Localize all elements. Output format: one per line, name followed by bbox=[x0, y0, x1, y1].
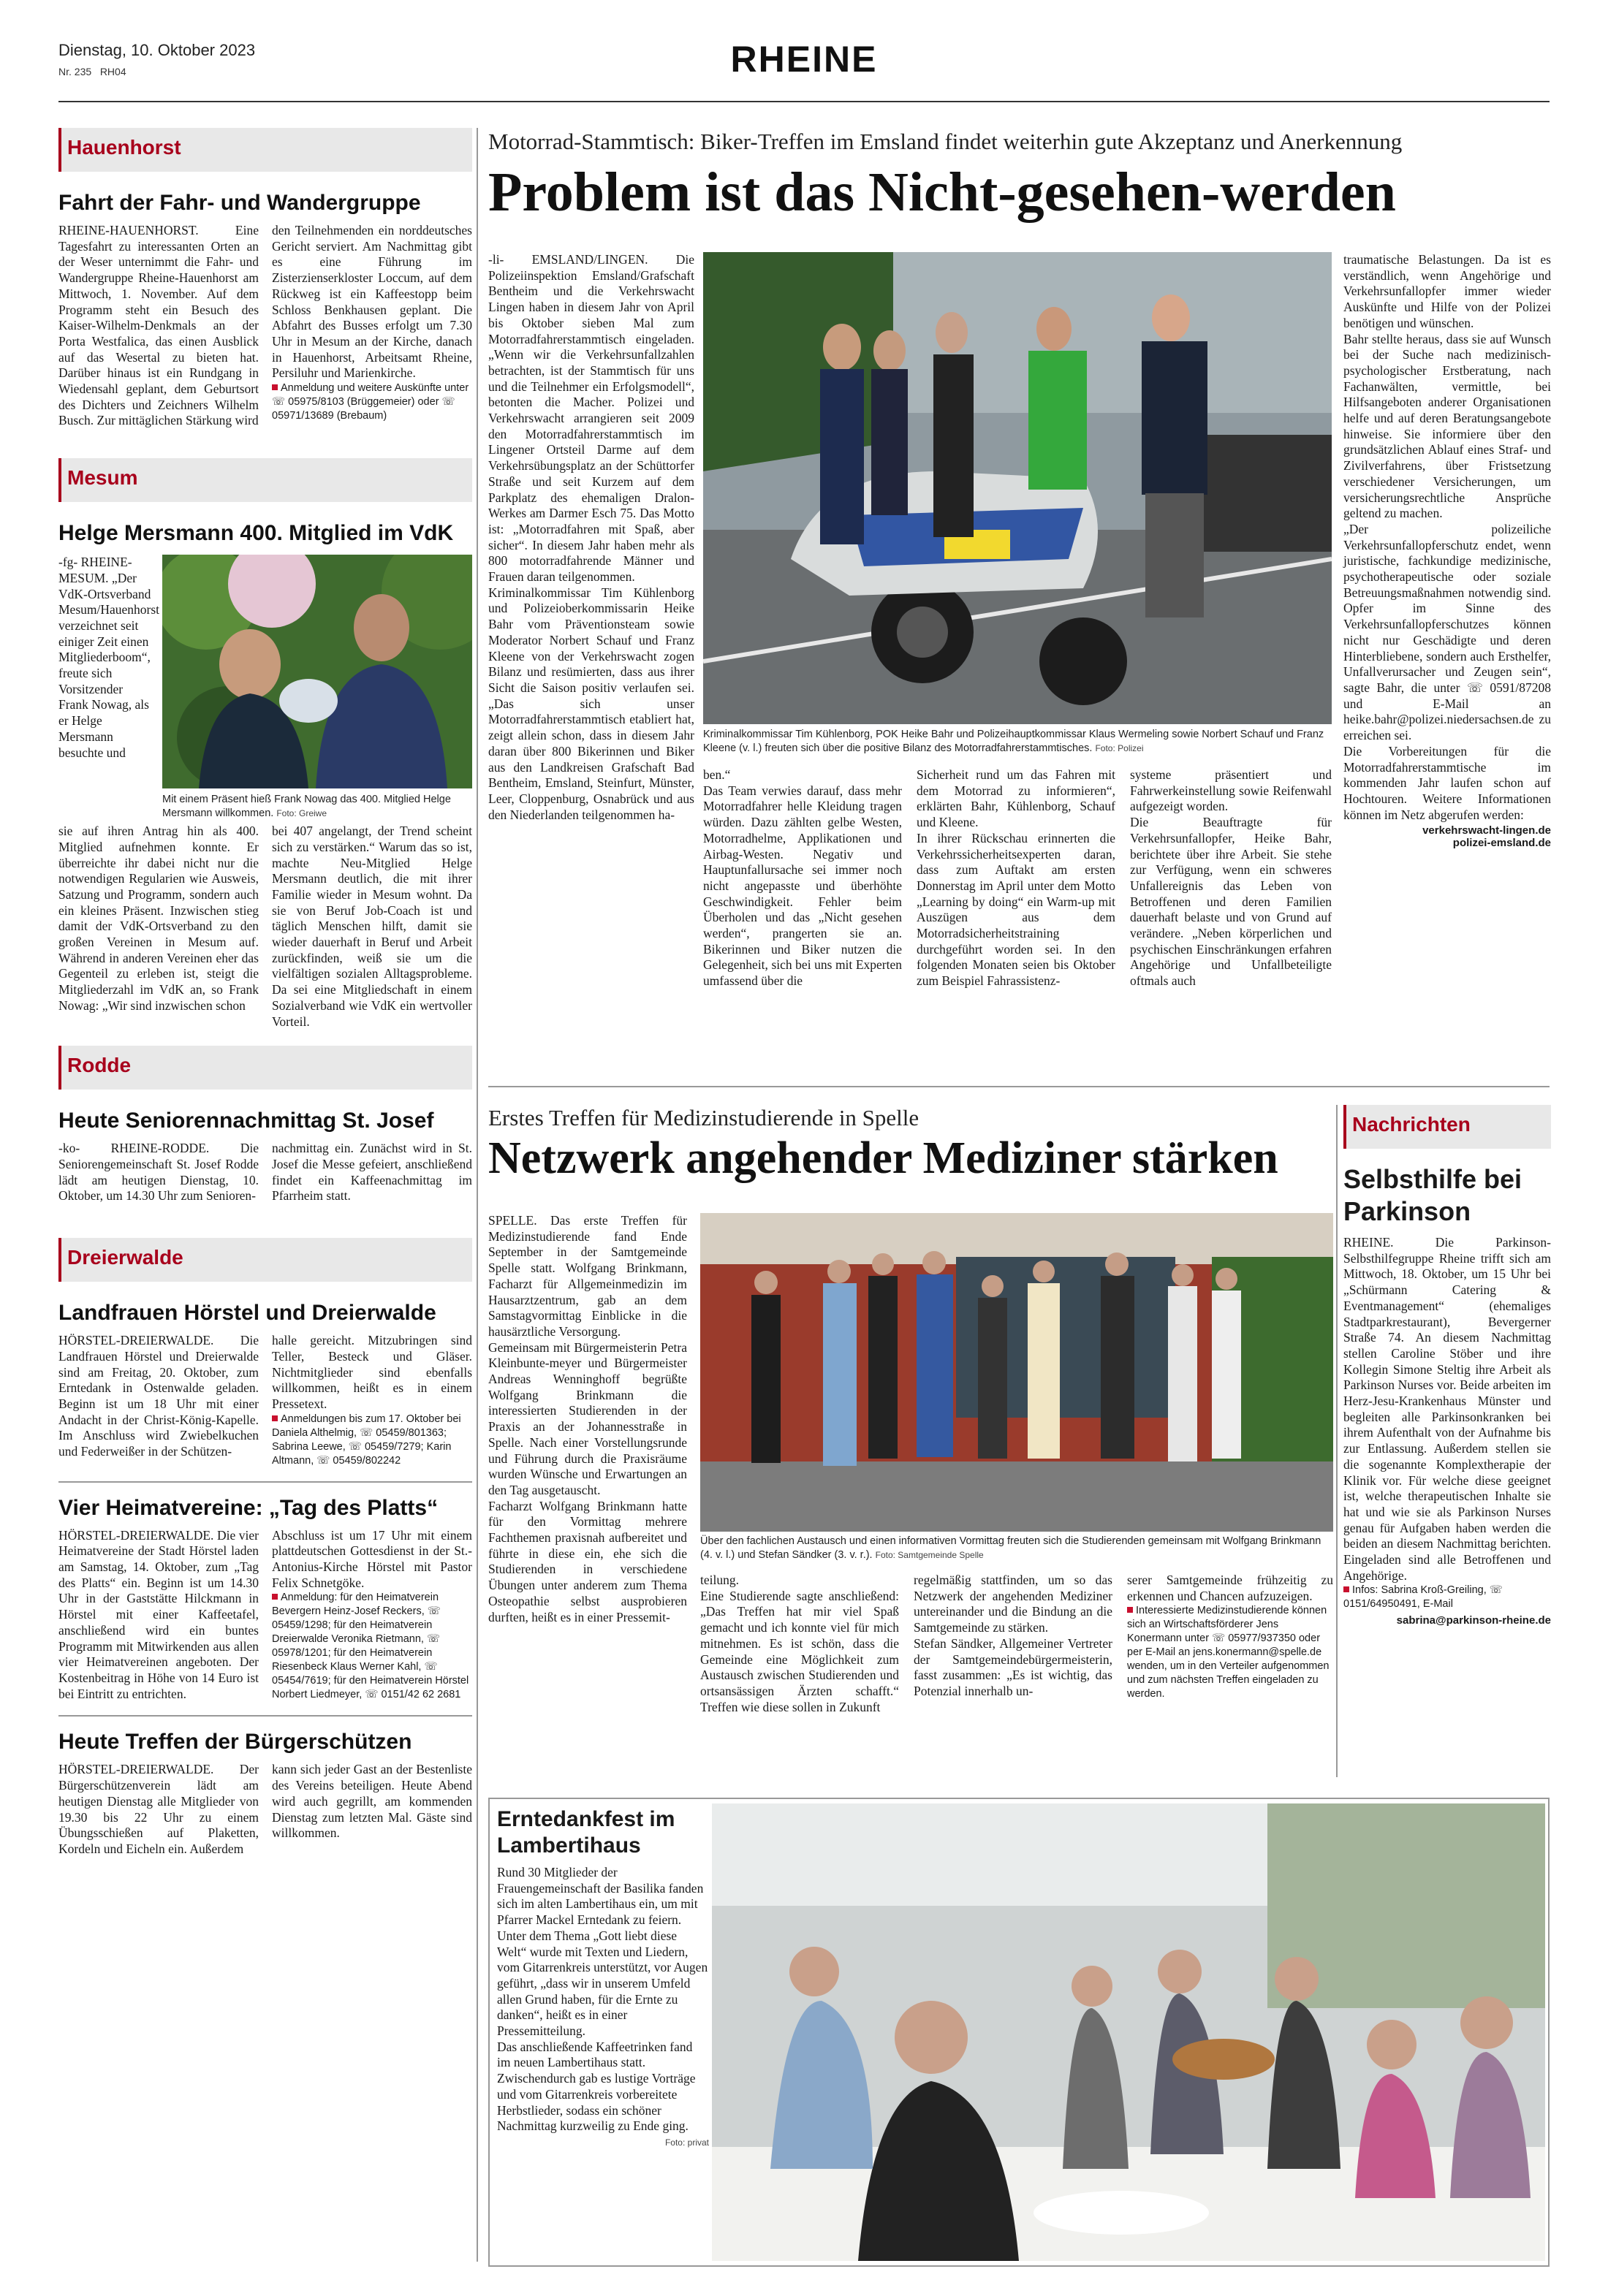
nachrichten-box bbox=[1343, 1105, 1551, 1627]
mesum-photo bbox=[162, 555, 472, 788]
medizin-col1: teilung. Eine Studierende sagte anschließend: „Das Treffen hat mir viel Spaß gemacht und ich konnte viel für mich mitnehmen. Es ist schön, dass die Gemeinde eine Möglichkeit zum Austausch zwischen Studierenden und ortsansässigen Ärzten schafft.“ Treffen wie diese sollen in Zukunft bbox=[700, 1573, 899, 1714]
medizin-col3-wrap bbox=[1127, 1573, 1333, 1701]
hauenhorst-col2: den Teilnehmenden ein norddeutsches Gericht serviert. Am Nachmittag gibt es eine Führung im Zisterzienserkloster Loccum, auf dem Rückweg ist ein Kaffeestopp beim Schloss Benkhausen geplant. Die Abfahrt des Busses erfolgt um 7.30 Uhr in Mesum an der Kirche, danach in Hauenhorst, Arbeitsamt Rheine, Persiluhr und Marienkirche. bbox=[272, 223, 472, 381]
divider bbox=[58, 1481, 472, 1483]
headline-rodde: Heute Seniorennachmittag St. Josef bbox=[58, 1109, 434, 1133]
medizin-col3: serer Samtgemeinde frühzeitig zu erkennen und Chancen aufzuzeigen. bbox=[1127, 1573, 1333, 1603]
bullet-icon bbox=[272, 384, 278, 390]
article-dreierwalde bbox=[58, 1333, 472, 1468]
main-col1-rest: Kriminalkommissar Tim Kühlenborg und Polizeioberkommissarin Heike Bahr vom Präventionsteam sowie Moderator Norbert Schauf und Franz Kleene von der Verkehrswacht zogen Bilanz und resümierten, dass aus ihrer Sicht die Saison positiv verlaufen sei. „Das sich unser Motorradfahrerstammtisch etabliert hat, zeigt allein schon, dass in diesem Jahr daran über 800 Bikerinnen und Biker aus den Landkreisen Grafschaft Bad Bentheim, Emsland, Steinfurt, Münster, Leer, Cloppenburg, Osnabrück und aus den Niederlanden teilgenommen ha- bbox=[488, 585, 694, 822]
link-verkehrswacht-text[interactable]: verkehrswacht-lingen.de bbox=[1422, 824, 1551, 837]
headline-schuetzen: Heute Treffen der Bürgerschützen bbox=[58, 1730, 412, 1755]
mesum-top bbox=[58, 555, 472, 821]
headline-dreierwalde: Landfrauen Hörstel und Dreierwalde bbox=[58, 1301, 436, 1326]
issue-code: RH04 bbox=[99, 66, 126, 77]
schuetzen-col1: HÖRSTEL-DREIERWALDE. Der Bürgerschützenverein lädt am heutigen Dienstag alle Mitglieder von 19.30 bis 22 Uhr zu einem Übungsschießen auf Plaketten, Kordeln und Eicheln ein. Außerdem bbox=[58, 1762, 259, 1856]
link-verkehrswacht[interactable] bbox=[1343, 824, 1551, 837]
headline-platt: Vier Heimatvereine: „Tag des Platts“ bbox=[58, 1495, 439, 1520]
medizin-photo-image bbox=[700, 1213, 1333, 1532]
platt-note-text: Anmeldung: für den Heimatverein Bevergern Heinz-Josef Reckers, ☏ 05459/1298; für den Heimatverein Dreierwalde Veronika Rietmann, ☏ 05978/1201; für den Heimatverein Riesenbeck Klaus Werner Kahl, ☏ 05454/7619; für den Heimatverein Hörstel Norbert Liedmeyer, ☏ 0151/42 62 2681 bbox=[272, 1592, 469, 1701]
bullet-icon bbox=[272, 1415, 278, 1421]
medizin-caption: Über den fachlichen Austausch und einen informativen Vormittag freuten sich die Studierenden gemeinsam mit Wolfgang Brinkmann (4. v. l.) und Stefan Sändker (3. v. r.). bbox=[700, 1535, 1321, 1561]
medizin-col0: SPELLE. Das erste Treffen für Medizinstudierende fand Ende September in der Samtgemeinde Spelle statt. Wolfgang Brinkmann, Facharzt für Allgemeinmedizin im Hausarztzentrum, gab an dem Samstagvormittag Einblicke in die hausärztliche Versorgung. Gemeinsam mit Bürgermeisterin Petra Kleinbunte-meyer und Bürgermeister Andreas Wenninghoff begrüßte Wolfgang Brinkmann die interessierten Studierenden in der Praxis an der Johannesstraße in Spelle. Nach einer Vorstellungsrunde und Führung durch die Praxisräume wurden Wünsche und Erwartungen an den Tag ausgetauscht. Facharzt Wolfgang Brinkmann hatte für den Vormittag mehrere Fachthemen praxisnah aufbereitet und führte in diese ein, ehe sich die Studierenden in verschiedene Übungen unter anderem zum Thema Osteopathie selbst ausprobieren durften, heißt es in einer Pressemit- bbox=[488, 1213, 687, 1624]
main-intro bbox=[488, 252, 694, 823]
main-intro-text: -li- EMSLAND/LINGEN. Die Polizeiinspektion Emsland/Grafschaft Bentheim und die Verkehrswacht Lingen haben in diesem Jahr von April bis Oktober sieben Mal zum Motorradfahrerstammtisch eingeladen. „Wenn wir die Verkehrsunfallzahlen betrachten, ist der Stammtisch für uns und die Teilnehmer ein Erfolgsmodell“, betonten die Macher. Polizei und Verkehrswacht arrangieren seit 2009 den Motorradfahrerstammtisch im Lingener Ortsteil Darme auf dem Verkehrsübungsplatz an der Schüttorfer Straße und seit Kurzem auf dem Parkplatz des ehemaligen Dralon-Werkes am Darmer Esch 75. Das Motto ist: „Motorradfahren mit Spaß, aber sicher“. In diesem Jahr haben mehr als 800 motorradfahrende Männer und Frauen daran teilgenommen. bbox=[488, 252, 694, 585]
ernte-text bbox=[497, 1806, 709, 2148]
link-polizei[interactable] bbox=[1343, 837, 1551, 849]
parkinson-email-text[interactable]: sabrina@parkinson-rheine.de bbox=[1396, 1614, 1551, 1627]
rodde-col1: -ko- RHEINE-RODDE. Die Seniorengemeinschaft St. Josef Rodde lädt am heutigen Dienstag, 10. Oktober, um 14.30 Uhr zum Senioren- bbox=[58, 1141, 259, 1204]
kicker-hauenhorst: Hauenhorst bbox=[58, 128, 472, 172]
medizin-kicker: Erstes Treffen für Medizinstudierende in Spelle bbox=[488, 1105, 919, 1130]
medizin-note bbox=[1127, 1604, 1333, 1701]
ernte-body: Rund 30 Mitglieder der Frauengemeinschaft der Basilika fanden sich im alten Lambertihaus ein, um mit Pfarrer Mackel Erntedank zu feiern. Unter dem Thema „Gott liebt diese Welt“ wurde mit Texten und Liedern, vom Gitarrenkreis unterstützt, vor Augen geführt, „dass wir in unserem Umfeld allen Grund haben, für die Ernte zu danken“, heißt es in einer Pressemitteilung. Das anschließende Kaffeetrinken fand im neuen Lambertihaus statt. Zwischendurch gab es lustige Vorträge und vom Gitarrenkreis vorbereitete Herbstlieder, sodass ein schöner Nachmittag kurzweilig zu Ende ging. bbox=[497, 1865, 708, 2134]
rodde-col2: nachmittag ein. Zunächst wird in St. Josef die Messe gefeiert, anschließend findet ein Kaffeenachmittag im Pfarrheim statt. bbox=[272, 1141, 472, 1204]
dreierwalde-col2-wrap bbox=[272, 1333, 472, 1468]
mesum-credit: Foto: Greiwe bbox=[276, 808, 327, 819]
kicker-mesum: Mesum bbox=[58, 458, 472, 502]
dreierwalde-note-text: Anmeldungen bis zum 17. Oktober bei Daniela Althelmig, ☏ 05459/801363; Sabrina Leewe, ☏ 05459/7279; Karin Altmann, ☏ 05459/802242 bbox=[272, 1413, 461, 1467]
medizin-note-text: Interessierte Medizinstudierende können sich an Wirtschaftsförderer Jens Konermann unter ☏ 05977/937350 oder per E-Mail an jens.konermann@spelle.de wenden, um in den Verteiler aufgenommen und zum nächsten Treffen eingeladen zu werden. bbox=[1127, 1605, 1330, 1700]
main-headline: Problem ist das Nicht-gesehen-werden bbox=[488, 161, 1396, 223]
link-polizei-text[interactable]: polizei-emsland.de bbox=[1452, 837, 1551, 850]
medizin-photo bbox=[700, 1213, 1333, 1532]
headline-hauenhorst: Fahrt der Fahr- und Wandergruppe bbox=[58, 191, 421, 215]
parkinson-note-text: Infos: Sabrina Kroß-Greiling, ☏ 0151/64950491, E-Mail bbox=[1343, 1584, 1503, 1611]
medizin-col2: regelmäßig stattfinden, um so das Netzwerk der angehenden Mediziner untereinander und die Bindung an die Samtgemeinde zu stärken. Stefan Sändker, Allgemeiner Vertreter der Samtgemeindebürgermeisterin, fasst zusammen: „Es ist wichtig, das Potenzial innerhalb un- bbox=[914, 1573, 1112, 1698]
parkinson-note bbox=[1343, 1584, 1551, 1611]
headline-parkinson: Selbsthilfe bei Parkinson bbox=[1343, 1164, 1522, 1226]
mesum-intro: -fg- RHEINE-MESUM. „Der VdK-Ortsverband Mesum/Hauenhorst verzeichnet seit einiger Zeit einen Mitgliederboom“, freute sich Vorsitzender Frank Nowag, als er Helge Mersmann besuchte und bbox=[58, 555, 160, 760]
mesum-col1: sie auf ihren Antrag hin als 400. Mitglied aufnehmen konnte. Er überreichte ihr dabei nicht nur die notwendigen Regularien wie Ausweis, Satzung und Programm, sondern auch ein kleines Präsent. Inzwischen stieg damit der VdK-Ortsverband zu den großen Vereinen in Mesum auf. Während in anderen Vereinen eher das Gegenteil zu erleben ist, steigt die Mitgliederzahl im VdK an, so Frank Nowag: „Wir sind inzwischen schon bbox=[58, 824, 259, 1013]
main-col2: ben.“ Das Team verwies darauf, dass mehr Motorradfahrer helle Kleidung tragen würden. Dazu zählten gelbe Westen, Motorradhelme, Applikationen und Airbag-Westen. Negativ und Hauptunfallursache sei immer noch nicht angepasste und überhöhte Geschwindigkeit. Fehler beim Überholen und das „Nicht gesehen werden“, prangerten sie an. Bikerinnen und Biker nutzen die Gelegenheit, sich bei uns mit Experten umfassend über die bbox=[703, 767, 902, 989]
biker-credit: Foto: Polizei bbox=[1095, 743, 1144, 753]
dreierwalde-col2: halle gereicht. Mitzubringen sind Teller, Besteck und Gläser. Nichtmitglieder sind ebenfalls willkommen, heißt es in einem Pressetext. bbox=[272, 1333, 472, 1411]
platt-col2-wrap bbox=[272, 1528, 472, 1703]
mesum-photo-wrap bbox=[162, 555, 472, 821]
issue-date: Dienstag, 10. Oktober 2023 bbox=[58, 41, 256, 59]
main-col5-wrap bbox=[1343, 252, 1551, 849]
article-hauenhorst bbox=[58, 223, 472, 429]
main-col3: Sicherheit rund um das Fahren mit dem Motorrad zu informieren“, erklärten Bahr, Kühlenborg, Schauf und Kleene. In ihrer Rückschau erinnerten die Verkehrssicherheitsexperten daran, dass zum Auftakt am ersten Donnerstag im April unter dem Motto „Learning by doing“ ein Warm-up mit Auszügen aus dem Motorradsicherheitstraining durchgeführt worden sei. In den folgenden Monaten seien bis Oktober zum Beispiel Fahrassistenz- bbox=[917, 767, 1115, 989]
parkinson-body: RHEINE. Die Parkinson-Selbsthilfegruppe Rheine trifft sich am Mittwoch, 18. Oktober, um 15 Uhr bei „Schürmann Catering & Eventmanagement“ (ehemaliges Stadtparkrestaurant), Bevergerner Straße 74. An diesem Nachmittag stellen Caroline Stöber und ihre Kollegin Simone Steltig ihre Arbeit als Parkinson Nurses vor. Beide arbeiten im Herz-Jesu-Krankenhaus Münster und begleiten alle Parkinsonkranken bei ihrem Aufenthalt von der Aufnahme bis zur Entlassung. Außerdem stellen sie die sogenannte Komplextherapie der Klinik vor. Für welche diese geeignet ist, welche therapeutischen Inhalte sie hat und wie sie als Parkinson Nurses genau für Aufgaben haben werden die beiden an diesem Nachmittag berichten. Eingeladen sind alle Betroffenen und Angehörige. bbox=[1343, 1235, 1551, 1583]
platt-col1: HÖRSTEL-DREIERWALDE. Die vier Heimatvereine der Stadt Hörstel laden am Samstag, 14. Oktober, zum „Tag des Platts“ ein. Beginn ist um 14.30 Uhr in der Gaststätte Hilckmann in Hörstel mit einer Kaffeetafel, anschließend wird ein buntes Programm mit Mitwirkenden aus allen vier Heimatvereinen angeboten. Der Kostenbeitrag in Höhe von 14 Euro ist bei Eintritt zu entrichten. bbox=[58, 1527, 259, 1701]
biker-caption-wrap bbox=[703, 728, 1332, 756]
ernte-box bbox=[488, 1798, 1550, 2267]
platt-note bbox=[272, 1591, 472, 1702]
medizin-credit: Foto: Samtgemeinde Spelle bbox=[875, 1550, 984, 1560]
medizin-headline: Netzwerk angehender Mediziner stärken bbox=[488, 1133, 1278, 1183]
header-rule bbox=[58, 101, 1550, 102]
ernte-photo bbox=[712, 1803, 1545, 2261]
biker-caption: Kriminalkommissar Tim Kühlenborg, POK Heike Bahr und Polizeihauptkommissar Klaus Wermeling sowie Norbert Schauf und Franz Kleene (v. l.) freuten sich über die positive Bilanz des Motorradfahrerstammtisches. bbox=[703, 729, 1324, 754]
hauenhorst-col2-wrap bbox=[272, 223, 472, 429]
section-title: RHEINE bbox=[730, 39, 878, 80]
divider bbox=[58, 1715, 472, 1717]
mesum-photo-image bbox=[162, 555, 472, 788]
dreierwalde-col1: HÖRSTEL-DREIERWALDE. Die Landfrauen Hörstel und Dreierwalde sind am Freitag, 20. Oktober, zum Erntedank in Ostenwalde geladen. Beginn ist um 18 Uhr mit einer Andacht in der Christ-König-Kapelle. Im Anschluss wird Zwiebelkuchen und Federweißer in der Schützen- bbox=[58, 1333, 259, 1459]
bullet-icon bbox=[1343, 1586, 1349, 1592]
ernte-headline: Erntedankfest im Lambertihaus bbox=[497, 1807, 675, 1858]
hauenhorst-note bbox=[272, 381, 472, 423]
dreierwalde-note bbox=[272, 1413, 472, 1468]
left-column bbox=[58, 128, 472, 1858]
column-rule-right bbox=[1336, 1105, 1338, 1777]
kicker-nachrichten: Nachrichten bbox=[1343, 1105, 1551, 1149]
bullet-icon bbox=[1127, 1607, 1133, 1613]
hauenhorst-col1: RHEINE-HAUENHORST. Eine Tagesfahrt zu interessanten Orten an der Weser unternimmt die Fahr- und Wandergruppe Rheine-Hauenhorst am Mittwoch, 1. November. Auf dem Programm steht ein Besuch des Kaiser-Wilhelm-Denkmals an der Porta Westfalica, das einen Ausblick auf das Wesertal zu bieten hat. Darüber hinaus ist ein Rundgang in Wiedensahl geplant, dem Geburtsort des Dichters und Zeichners Wilhelm Busch. Zur mittäglichen Stärkung wird bbox=[58, 223, 259, 428]
biker-photo-image bbox=[703, 252, 1332, 724]
medizin-caption-wrap bbox=[700, 1535, 1333, 1562]
column-rule bbox=[477, 128, 478, 2262]
parkinson-email[interactable] bbox=[1343, 1614, 1551, 1627]
kicker-dreierwalde: Dreierwalde bbox=[58, 1238, 472, 1282]
bullet-icon bbox=[272, 1594, 278, 1600]
kicker-rodde: Rodde bbox=[58, 1046, 472, 1090]
ernte-credit: Foto: privat bbox=[664, 2137, 709, 2148]
mesum-col2: bei 407 angelangt, der Trend scheint sich zu verstärken.“ Warum das so ist, machte Neu-Mitglied Helge Mersmann deutlich, die mit ihrer Familie wieder in Mesum wohnt. Da sie von Beruf Job-Coach ist und täglich Menschen hilft, damit sie wieder dauerhaft in Beruf und Arbeit zurückfinden, weiß sie um die vielfältigen sozialen Alltagsprobleme. Da sei eine Mitgliedschaft in einem Sozialverband wie VdK ein wertvoller Vorteil. bbox=[272, 824, 472, 1029]
headline-mesum: Helge Mersmann 400. Mitglied im VdK bbox=[58, 521, 454, 546]
mesum-bottom bbox=[58, 824, 472, 1030]
biker-photo bbox=[703, 252, 1332, 724]
article-rodde bbox=[58, 1141, 472, 1204]
hauenhorst-note-text: Anmeldung und weitere Auskünfte unter ☏ 05975/8103 (Brüggemeier) oder ☏ 05971/13689 (Brebaum) bbox=[272, 382, 469, 422]
main-col4: systeme präsentiert und Fahrwerkeinstellung sowie Reifenwahl aufgezeigt worden. Die Beauftragte für Verkehrsunfallopfer, Heike Bahr, berichtete über ihre Arbeit. Sie stehe zur Verfügung, wenn ein schweres Unfallereignis das Leben von Betroffenen und deren Familien dauerhaft belaste und von Grund auf verändere. „Neben körperlichen und psychischen Einschränkungen erfahren Angehörige und Unfallbeteiligte oftmals auch bbox=[1130, 767, 1332, 989]
ernte-photo-image bbox=[712, 1803, 1545, 2261]
main-kicker: Motorrad-Stammtisch: Biker-Treffen im Emsland findet weiterhin gute Akzeptanz und Anerkennung bbox=[488, 129, 1403, 154]
issue-number-text: Nr. 235 bbox=[58, 66, 92, 77]
main-col5: traumatische Belastungen. Da ist es verständlich, wenn Angehörige und Verkehrsunfallopfer immer wieder Auskünfte und Hilfe von der Polizei benötigen und wünschen. Bahr stellte heraus, dass sie auf Wunsch bei der Suche nach medizinisch-psychologischer Erstberatung, nach Fachanwälten, vermittle, bei Hilfsangeboten anderer Organisationen helfe und auf deren Beratungsangebote hinweise. Sie informiere über den grundsätzlichen Ablauf eines Straf- und Zivilverfahrens, über Fristsetzung verschiedener Versicherungen, um versicherungsrechtliche Ansprüche geltend zu machen. „Der polizeiliche Verkehrsunfallopferschutz endet, wenn juristische, fachkundige medizinische, psychotherapeutische oder soziale Betreuungsmaßnahmen notwendig sind. Opfer im Sinne des Verkehrsunfallopferschutzes können nicht nur Geschädigte und deren Hinterbliebene, sondern auch Ersthelfer, Unfallverursacher und Zeugen sein“, sagte Bahr, die unter ☏ 0591/87208 und E-Mail an heike.bahr@polizei.niedersachsen.de zu erreichen sei. Die Vorbereitungen für die Motorradfahrerstammtische im kommenden Jahr laufen schon auf Hochtouren. Weitere Informationen können im Netz abgerufen werden: bbox=[1343, 252, 1551, 822]
article-schuetzen bbox=[58, 1762, 472, 1857]
platt-col2: Abschluss ist um 17 Uhr mit einem plattdeutschen Gottesdienst in der St.-Antonius-Kirche Hörstel mit Pastor Felix Schnetgöke. bbox=[272, 1527, 472, 1590]
schuetzen-col2: kann sich jeder Gast an der Bestenliste des Vereins beteiligen. Heute Abend wird auch gegrillt, am kommenden Dienstag zum letzten Mal. Gäste sind willkommen. bbox=[272, 1762, 472, 1841]
mesum-caption: Mit einem Präsent hieß Frank Nowag das 400. Mitglied Helge Mersmann willkommen. bbox=[162, 794, 451, 820]
article-platt bbox=[58, 1528, 472, 1703]
main-bottom-rule bbox=[488, 1086, 1550, 1087]
